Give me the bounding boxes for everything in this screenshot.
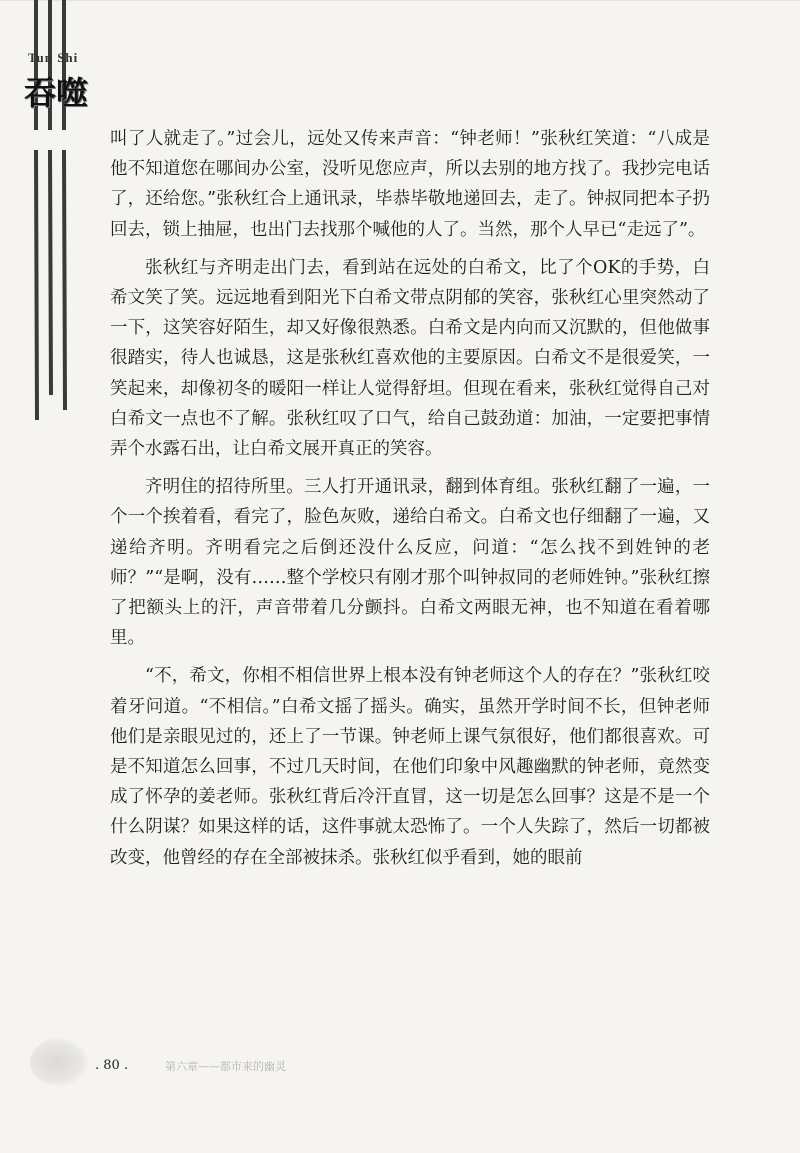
body-text <box>110 124 710 881</box>
paragraph: “不，希文，你相不相信世界上根本没有钟老师这个人的存在？”张秋红咬着牙问道。“不相信。”白希文摇了摇头。确实，虽然开学时间不长，但钟老师他们是亲眼见过的，还上了一节课。钟老师上课气氛很好，他们都很喜欢。可是不知道怎么回事，不过几天时间，在他们印象中风趣幽默的钟老师，竟然变成了怀孕的姜老师。张秋红背后冷汗直冒，这一切是怎么回事？这是不是一个什么阴谋？如果这样的话，这件事就太恐怖了。一个人失踪了，然后一切都被改变，他曾经的存在全部被抹杀。张秋红似乎看到，她的眼前 <box>110 666 710 868</box>
chapter-footer: 第六章——都市来的幽灵 <box>165 1060 286 1073</box>
paragraph: 叫了人就走了。”过会儿，远处又传来声音：“钟老师！”张秋红笑道：“八成是他不知道您在哪间办公室，没听见您应声，所以去别的地方找了。我抄完电话了，还给您。”张秋红合上通讯录，毕恭毕敬地递回去，走了。钟叔同把本子扔回去，锁上抽屉，也出门去找那个喊他的人了。当然，那个人早已“走远了”。 <box>110 129 710 240</box>
decorative-stamp <box>30 1038 88 1086</box>
page-number: . 80 . <box>95 1058 129 1073</box>
paragraph: 齐明住的招待所里。三人打开通讯录，翻到体育组。张秋红翻了一遍，一个一个挨着看，看完了，脸色灰败，递给白希文。白希文也仔细翻了一遍，又递给齐明。齐明看完之后倒还没什么反应，问道：“怎么找不到姓钟的老师？”“是啊，没有……整个学校只有刚才那个叫钟叔同的老师姓钟。”张秋红擦了把额头上的汗，声音带着几分颤抖。白希文两眼无神，也不知道在看着哪里。 <box>110 477 710 649</box>
series-logo-latin: Tun Shi <box>28 50 79 65</box>
paragraph: 张秋红与齐明走出门去，看到站在远处的白希文，比了个OK的手势，白希文笑了笑。远远地看到阳光下白希文带点阴郁的笑容，张秋红心里突然动了一下，这笑容好陌生，却又好像很熟悉。白希文是内向而又沉默的，但他做事很踏实，待人也诚恳，这是张秋红喜欢他的主要原因。白希文不是很爱笑，一笑起来，却像初冬的暖阳一样让人觉得舒坦。但现在看来，张秋红觉得自己对白希文一点也不了解。张秋红叹了口气，给自己鼓劲道：加油，一定要把事情弄个水露石出，让白希文展开真正的笑容。 <box>110 257 710 460</box>
series-logo-title: 吞噬 <box>24 74 89 112</box>
